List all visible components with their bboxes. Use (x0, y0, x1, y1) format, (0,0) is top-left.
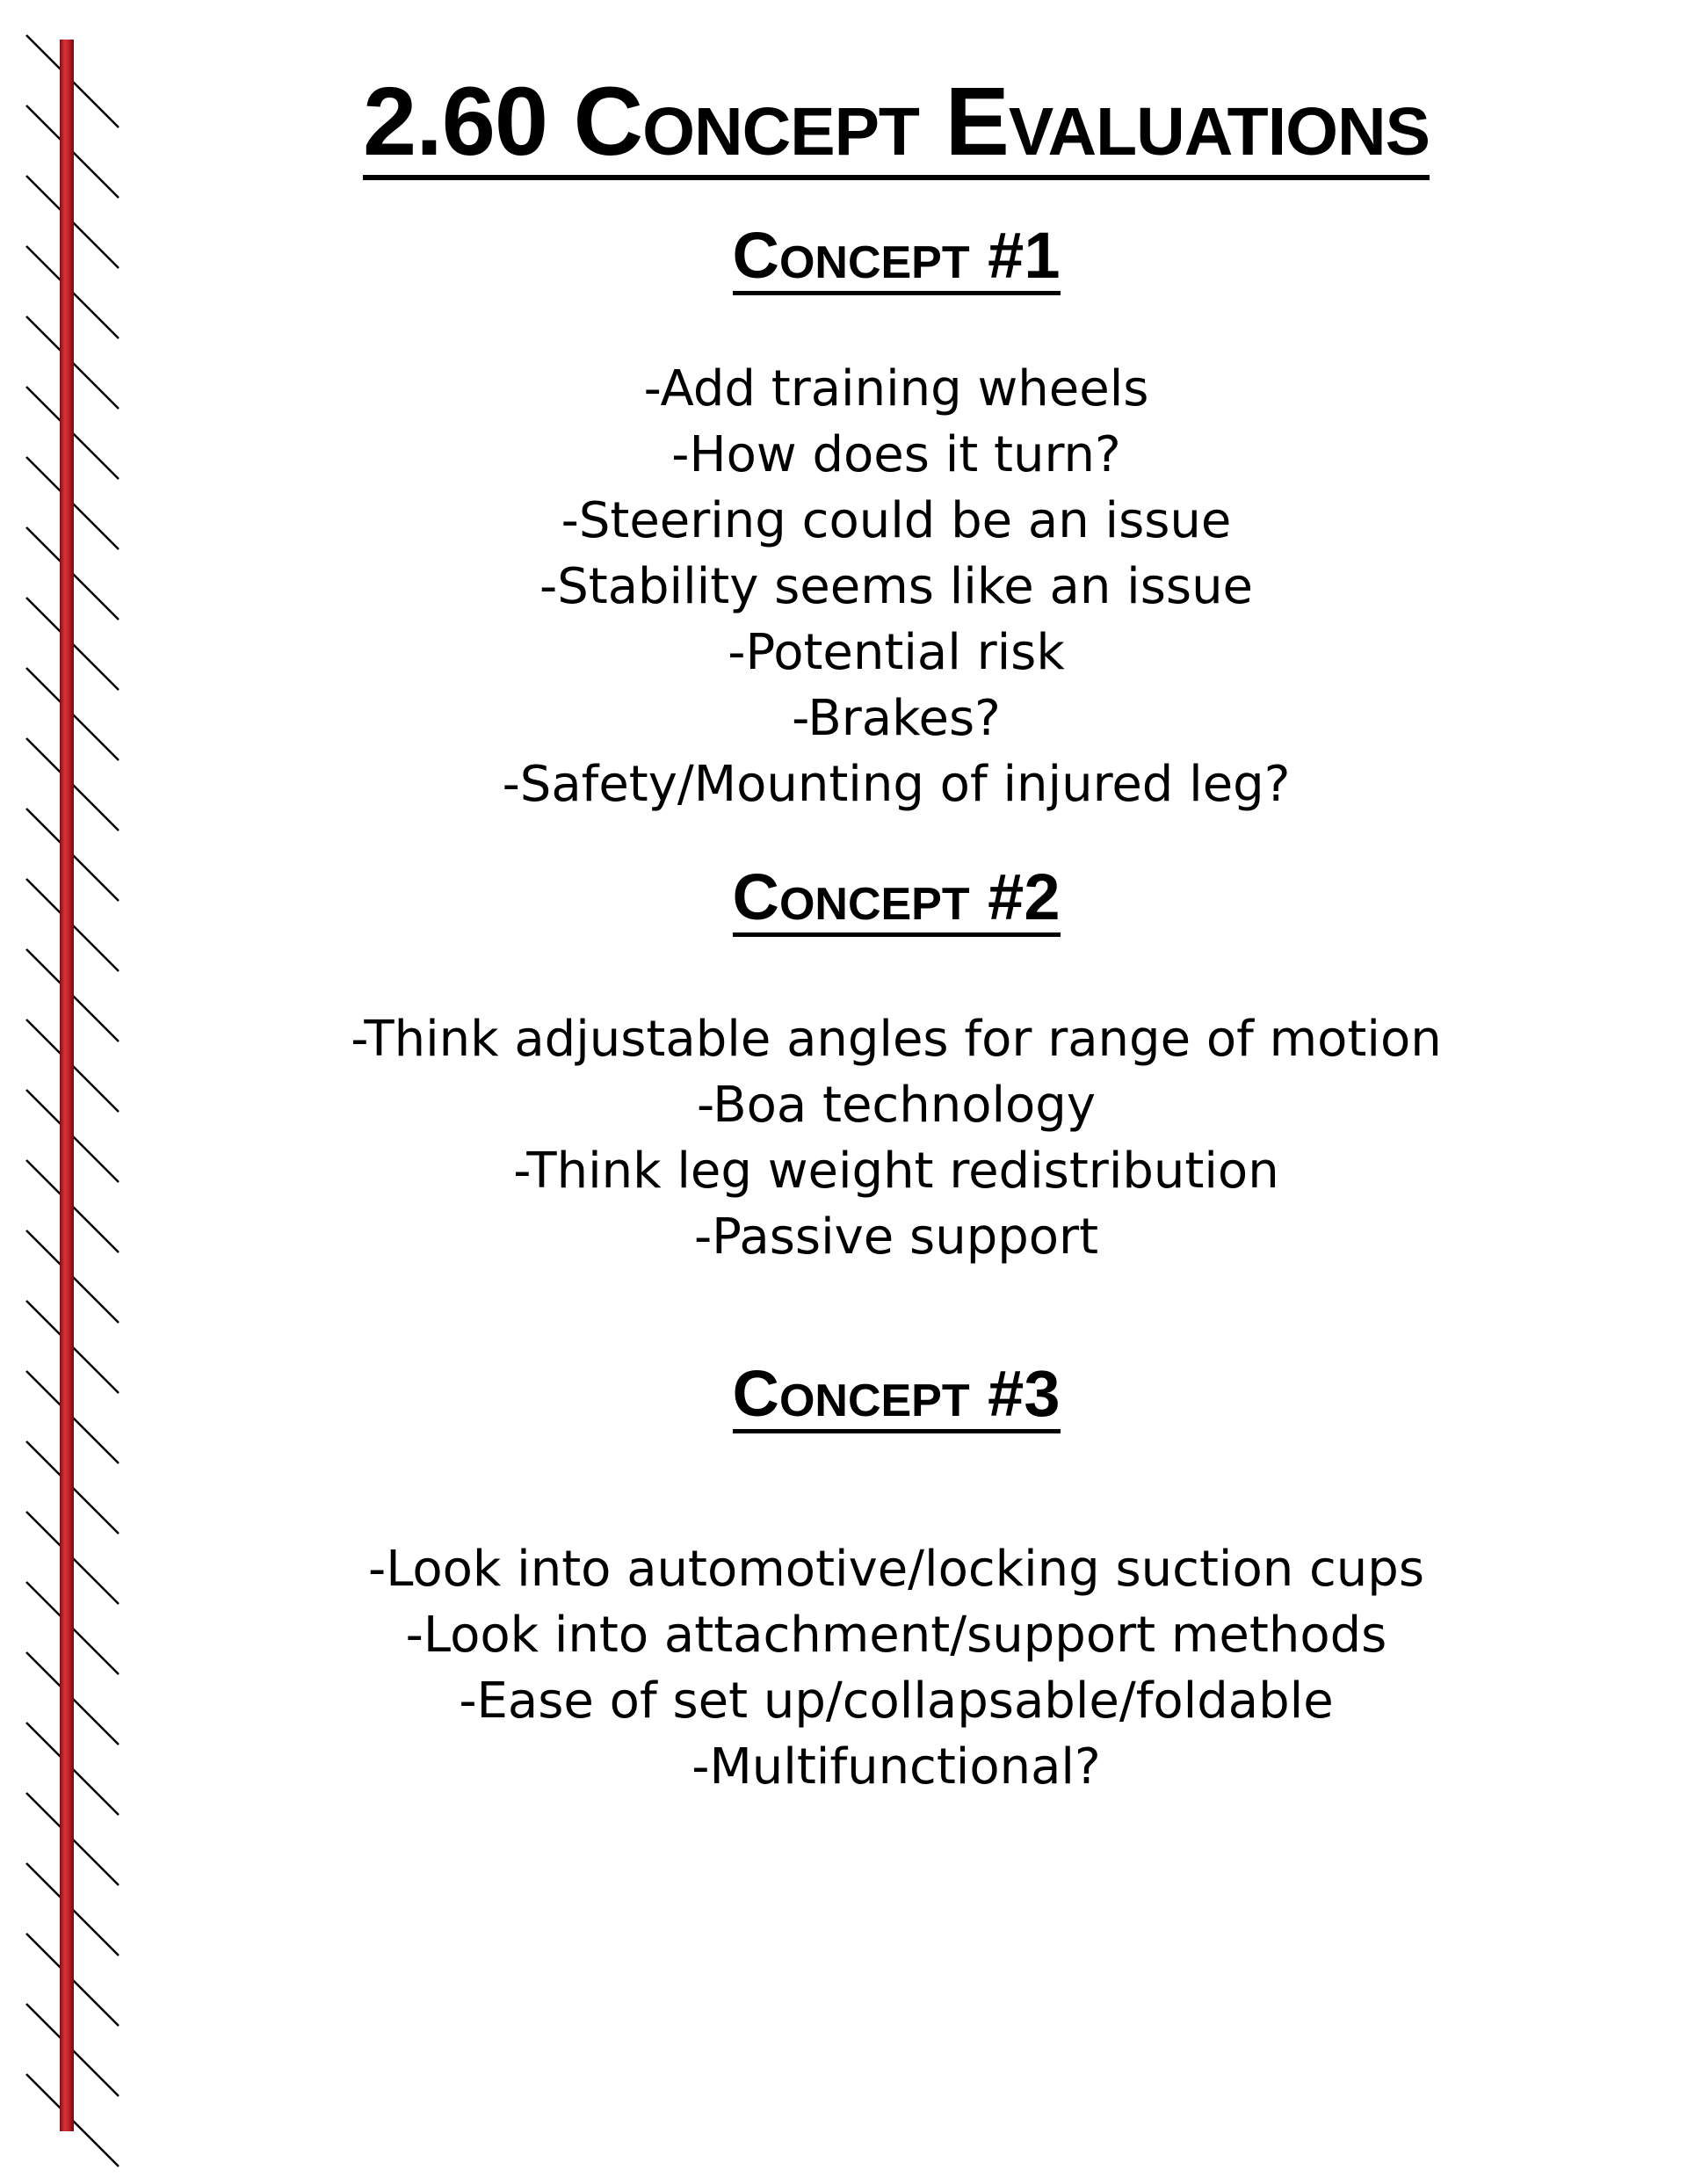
section-heading-concept-2 (0, 861, 1687, 937)
page-title (0, 69, 1687, 180)
page-title-text: 2.60 Concept Evaluations (363, 69, 1430, 180)
note-item: -Steering could be an issue (561, 492, 1232, 549)
note-item: -Think leg weight redistribution (513, 1143, 1279, 1200)
note-item: -Boa technology (697, 1077, 1096, 1134)
section-heading-text: Concept #1 (733, 220, 1061, 295)
note-item: -Look into attachment/support methods (405, 1607, 1387, 1664)
note-item: -Think adjustable angles for range of motion (351, 1011, 1442, 1068)
section-heading-concept-3 (0, 1358, 1687, 1433)
note-item: -Potential risk (728, 624, 1065, 681)
note-item: -Multifunctional? (691, 1738, 1101, 1796)
note-item: -How does it turn? (671, 426, 1121, 483)
note-item: -Brakes? (792, 690, 1001, 747)
concept-1-notes (0, 356, 1687, 817)
note-item: -Safety/Mounting of injured leg? (502, 756, 1291, 813)
concept-2-notes (0, 1006, 1687, 1270)
note-item: -Stability seems like an issue (539, 558, 1254, 615)
concept-3-notes (0, 1536, 1687, 1800)
section-heading-concept-1 (0, 220, 1687, 295)
note-item: -Look into automotive/locking suction cups (367, 1541, 1425, 1598)
section-heading-text: Concept #2 (733, 861, 1061, 937)
note-item: -Ease of set up/collapsable/foldable (459, 1672, 1334, 1730)
section-heading-text: Concept #3 (733, 1358, 1061, 1433)
note-item: -Passive support (693, 1208, 1099, 1266)
note-item: -Add training wheels (643, 360, 1149, 417)
